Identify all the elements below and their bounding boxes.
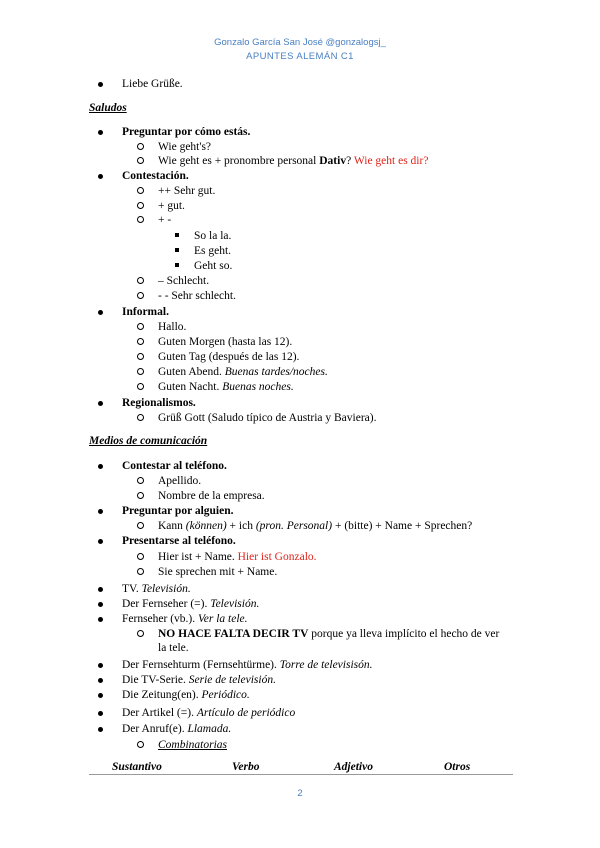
- bullet-icon: [98, 310, 103, 315]
- bullet-icon: [98, 174, 103, 179]
- circle-bullet-icon: [137, 568, 144, 575]
- list-item: Preguntar por alguien.: [122, 504, 234, 518]
- list-item: – Schlecht.: [158, 274, 209, 288]
- list-item: Kann (können) + ich (pron. Personal) + (bitte) + Name + Sprechen?: [158, 519, 472, 533]
- circle-bullet-icon: [137, 143, 144, 150]
- list-item: Hier ist + Name. Hier ist Gonzalo.: [158, 550, 317, 564]
- section-title-medios: Medios de comunicación: [89, 435, 208, 447]
- bullet-icon: [98, 727, 103, 732]
- list-item: Preguntar por cómo estás.: [122, 125, 250, 139]
- circle-bullet-icon: [137, 553, 144, 560]
- list-item: Hallo.: [158, 320, 186, 334]
- list-item: Contestar al teléfono.: [122, 459, 227, 473]
- list-item: Geht so.: [194, 259, 232, 273]
- list-item: Sie sprechen mit + Name.: [158, 565, 277, 579]
- list-item: Die Zeitung(en). Periódico.: [122, 688, 250, 702]
- combinatorias-table-header: [89, 761, 513, 775]
- bullet-icon: [98, 130, 103, 135]
- header-author: Gonzalo García San José @gonzalogsj_: [214, 37, 386, 48]
- list-item: Wie geht es + pronombre personal Dativ? Wie geht es dir?: [158, 154, 428, 168]
- bullet-icon: [98, 711, 103, 716]
- list-item: Presentarse al teléfono.: [122, 534, 236, 548]
- bullet-icon: [98, 509, 103, 514]
- square-bullet-icon: [175, 248, 179, 252]
- bullet-icon: [98, 602, 103, 607]
- list-item: Der Artikel (=). Artículo de periódico: [122, 706, 295, 720]
- list-item: Contestación.: [122, 169, 189, 183]
- circle-bullet-icon: [137, 157, 144, 164]
- square-bullet-icon: [175, 263, 179, 267]
- circle-bullet-icon: [137, 323, 144, 330]
- bullet-icon: [98, 587, 103, 592]
- bullet-icon: [98, 678, 103, 683]
- circle-bullet-icon: [137, 338, 144, 345]
- circle-bullet-icon: [137, 414, 144, 421]
- header-title: APUNTES ALEMÁN C1: [246, 51, 354, 62]
- list-item: + gut.: [158, 199, 185, 213]
- list-item: Informal.: [122, 305, 169, 319]
- circle-bullet-icon: [137, 277, 144, 284]
- list-item: Guten Morgen (hasta las 12).: [158, 335, 292, 349]
- bullet-icon: [98, 663, 103, 668]
- list-item: Wie geht's?: [158, 140, 211, 154]
- list-item: NO HACE FALTA DECIR TV porque ya lleva implícito el hecho de ver la tele.: [158, 627, 508, 655]
- circle-bullet-icon: [137, 492, 144, 499]
- bullet-icon: [98, 464, 103, 469]
- list-item: ++ Sehr gut.: [158, 184, 215, 198]
- section-title-saludos: Saludos: [89, 102, 127, 114]
- circle-bullet-icon: [137, 383, 144, 390]
- list-item: Liebe Grüße.: [122, 77, 183, 91]
- circle-bullet-icon: [137, 368, 144, 375]
- bullet-icon: [98, 617, 103, 622]
- bullet-icon: [98, 539, 103, 544]
- list-item: Die TV-Serie. Serie de televisión.: [122, 673, 276, 687]
- list-item: Grüß Gott (Saludo típico de Austria y Baviera).: [158, 411, 376, 425]
- list-item: Es geht.: [194, 244, 231, 258]
- circle-bullet-icon: [137, 202, 144, 209]
- column-header-sustantivo: Sustantivo: [112, 761, 162, 773]
- circle-bullet-icon: [137, 187, 144, 194]
- list-item: Der Fernsehturm (Fernsehtürme). Torre de televisisón.: [122, 658, 373, 672]
- list-item: TV. Televisión.: [122, 582, 191, 596]
- circle-bullet-icon: [137, 353, 144, 360]
- column-header-otros: Otros: [444, 761, 471, 773]
- bullet-icon: [98, 82, 103, 87]
- page-number: 2: [297, 788, 303, 799]
- circle-bullet-icon: [137, 522, 144, 529]
- column-header-adjetivo: Adjetivo: [334, 761, 373, 773]
- list-item: Guten Nacht. Buenas noches.: [158, 380, 294, 394]
- circle-bullet-icon: [137, 477, 144, 484]
- list-item: Apellido.: [158, 474, 201, 488]
- column-header-verbo: Verbo: [232, 761, 260, 773]
- circle-bullet-icon: [137, 216, 144, 223]
- list-item: Guten Abend. Buenas tardes/noches.: [158, 365, 328, 379]
- square-bullet-icon: [175, 233, 179, 237]
- bullet-icon: [98, 693, 103, 698]
- circle-bullet-icon: [137, 630, 144, 637]
- list-item: Nombre de la empresa.: [158, 489, 265, 503]
- list-item: - - Sehr schlecht.: [158, 289, 236, 303]
- circle-bullet-icon: [137, 292, 144, 299]
- list-item: + -: [158, 213, 171, 227]
- list-item: Regionalismos.: [122, 396, 196, 410]
- circle-bullet-icon: [137, 741, 144, 748]
- list-item: Fernseher (vb.). Ver la tele.: [122, 612, 248, 626]
- list-item: Combinatorias: [158, 738, 227, 752]
- list-item: So la la.: [194, 229, 231, 243]
- list-item: Guten Tag (después de las 12).: [158, 350, 299, 364]
- list-item: Der Fernseher (=). Televisión.: [122, 597, 259, 611]
- list-item: Der Anruf(e). Llamada.: [122, 722, 231, 736]
- bullet-icon: [98, 401, 103, 406]
